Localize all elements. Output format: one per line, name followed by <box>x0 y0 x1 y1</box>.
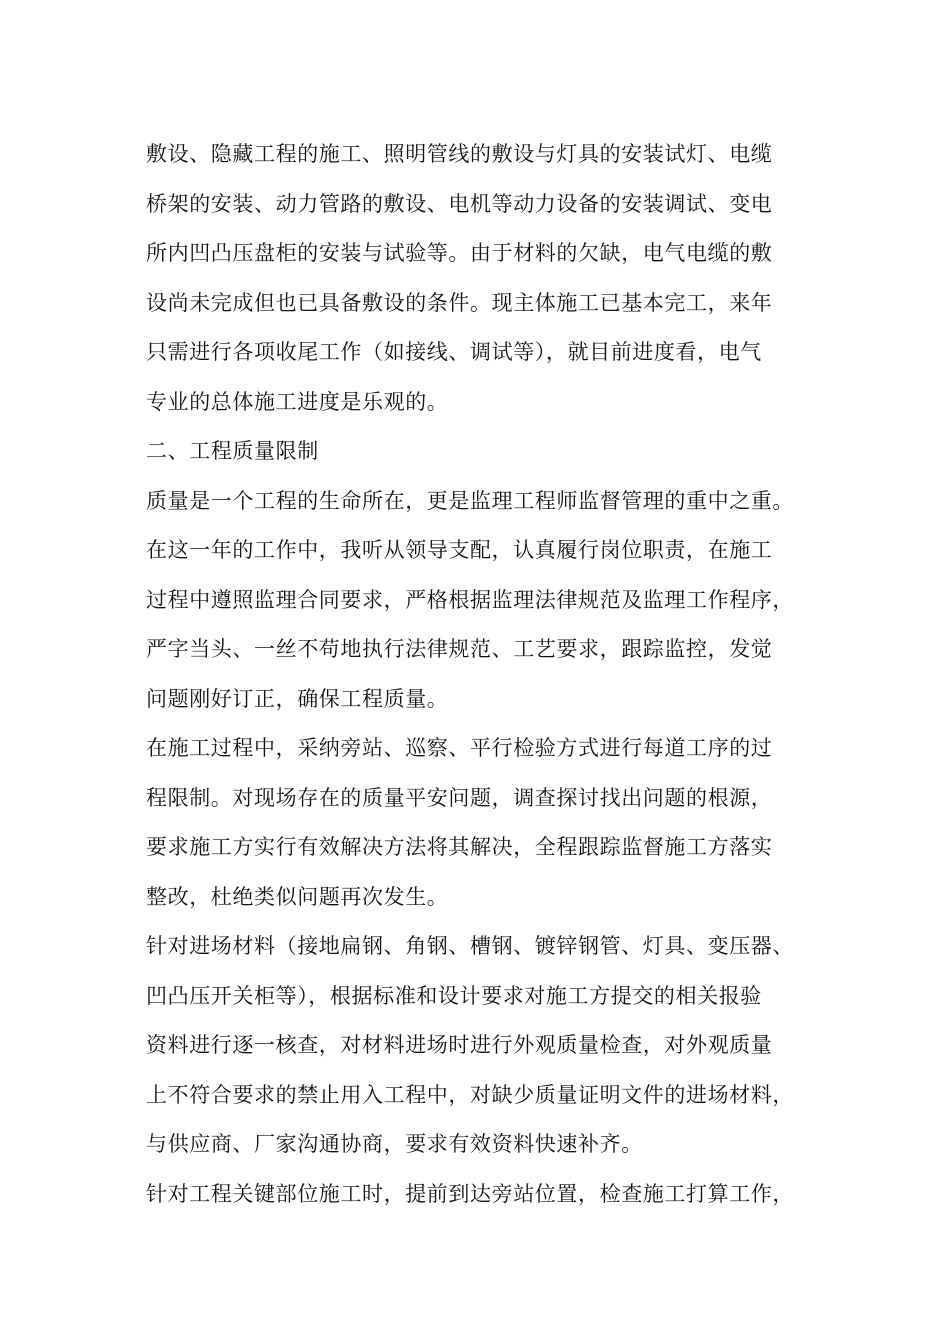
section-heading: 二、工程质量限制 <box>146 439 319 463</box>
text-line: 专业的总体施工进度是乐观的。 <box>146 389 449 414</box>
text-line: 与供应商、厂家沟通协商，要求有效资料快速补齐。 <box>146 1132 643 1156</box>
text-line: 问题刚好订正，确保工程质量。 <box>146 686 449 711</box>
text-line: 敷设、隐藏工程的施工、照明管线的敷设与灯具的安装试灯、电缆 <box>146 142 773 166</box>
text-line: 质量是一个工程的生命所在，更是监理工程师监督管理的重中之重。 <box>146 488 794 513</box>
text-line: 上不符合要求的禁止用入工程中，对缺少质量证明文件的进场材料， <box>146 1082 794 1107</box>
text-line: 针对进场材料（接地扁钢、角钢、槽钢、镀锌钢管、灯具、变压器、 <box>146 934 794 958</box>
text-line: 要求施工方实行有效解决方法将其解决，全程跟踪监督施工方落实 <box>146 835 773 859</box>
text-line: 资料进行逐一核查，对材料进场时进行外观质量检查，对外观质量 <box>146 1033 773 1057</box>
text-line: 所内凹凸压盘柜的安装与试验等。由于材料的欠缺，电气电缆的敷 <box>146 241 773 265</box>
text-line: 整改，杜绝类似问题再次发生。 <box>146 884 449 909</box>
text-line: 设尚未完成但也已具备敷设的条件。现主体施工已基本完工，来年 <box>146 290 773 315</box>
text-line: 严字当头、一丝不苟地执行法律规范、工艺要求，跟踪监控，发觉 <box>146 637 773 661</box>
text-line: 在施工过程中，采纳旁站、巡察、平行检验方式进行每道工序的过 <box>146 736 773 760</box>
text-line: 在这一年的工作中，我听从领导支配，认真履行岗位职责，在施工 <box>146 538 773 562</box>
text-line: 过程中遵照监理合同要求，严格根据监理法律规范及监理工作程序， <box>146 587 794 612</box>
text-line: 桥架的安装、动力管路的敷设、电机等动力设备的安装调试、变电 <box>146 191 773 216</box>
text-line: 针对工程关键部位施工时，提前到达旁站位置，检查施工打算工作， <box>146 1181 794 1206</box>
text-line: 只需进行各项收尾工作（如接线、调试等），就目前进度看，电气 <box>146 340 762 364</box>
text-line: 程限制。对现场存在的质量平安问题，调查探讨找出问题的根源， <box>146 785 773 810</box>
text-line: 凹凸压开关柜等），根据标准和设计要求对施工方提交的相关报验 <box>146 983 762 1008</box>
document-body <box>146 130 826 1219</box>
